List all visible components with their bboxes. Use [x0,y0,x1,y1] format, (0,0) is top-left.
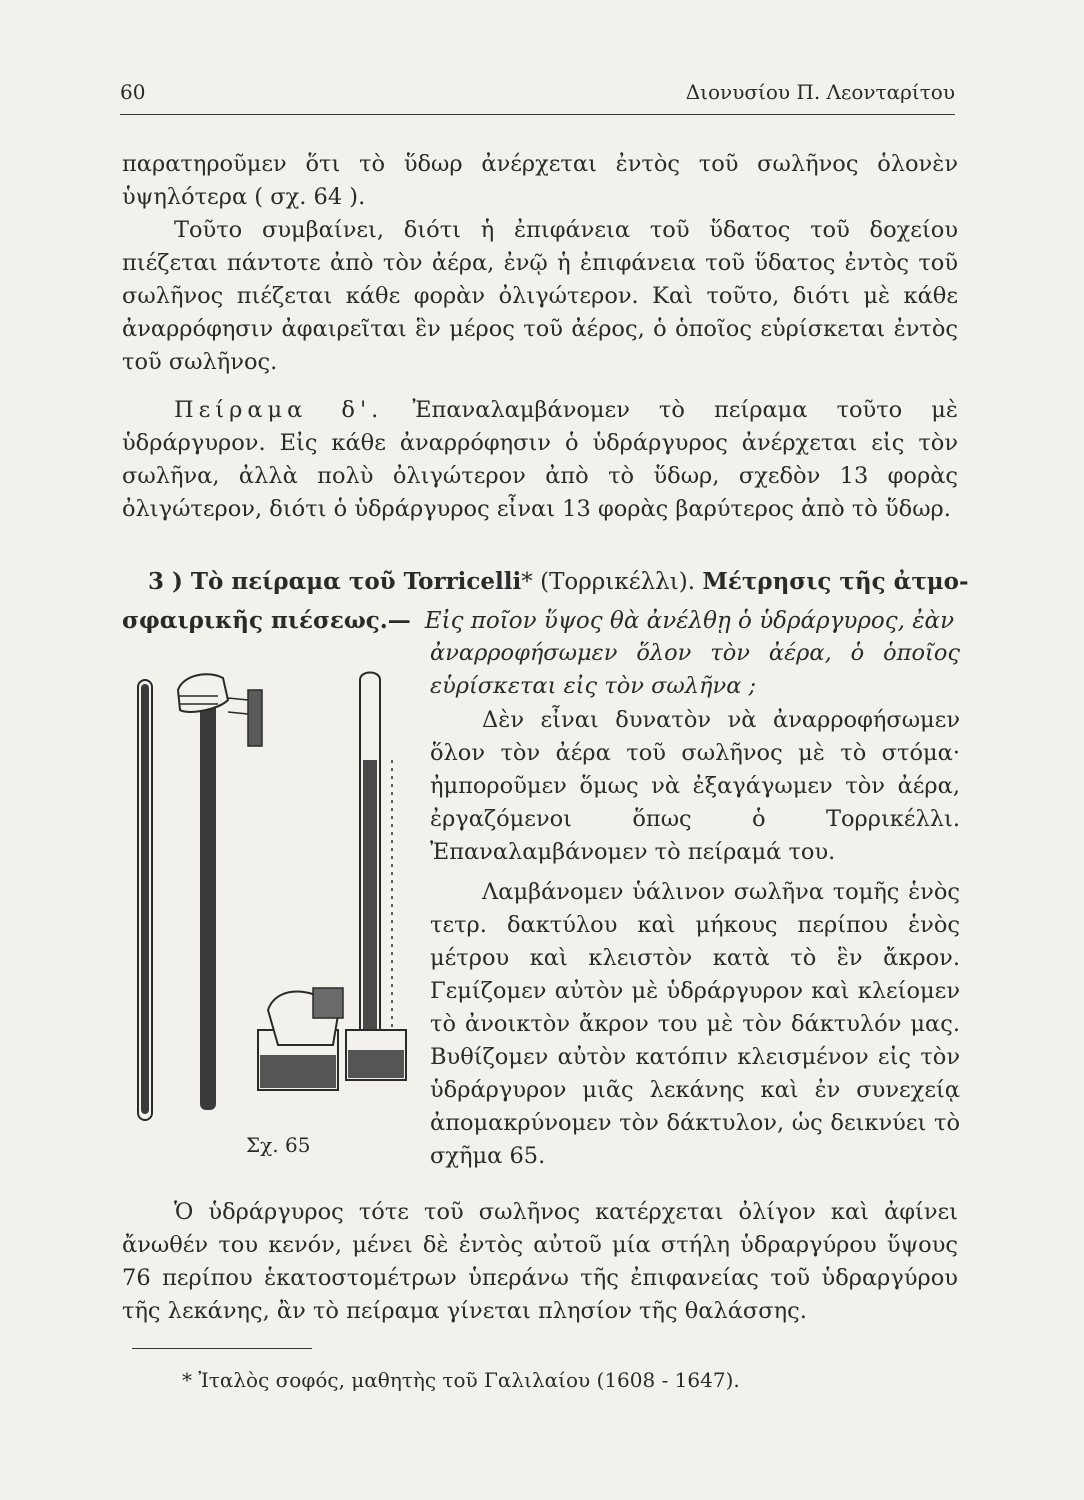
footnote: * Ἰταλὸς σοφός, μαθητὴς τοῦ Γαλιλαίου (1608 - 1647). [182,1368,740,1392]
section-title-part-a: 3 ) Τὸ πείραμα τοῦ Torricelli [148,568,522,595]
basin-left [258,988,343,1090]
section-heading [148,566,969,598]
mercury-column [363,760,377,1030]
question-rest: ἀναρροφήσωμεν ὅλον τὸν ἀέρα, ὁ ὁποῖος εὑρίσκεται εἰς τὸν σωλῆνα ; [430,640,960,699]
footnote-divider [132,1348,312,1349]
question-first-line: Εἰς ποῖον ὕψος θὰ ἀνέλθῃ ὁ ὑδράργυρος, ἐὰν [424,608,955,634]
page-header [120,80,955,115]
experiment-label: Πείραμα δ'. [174,397,384,423]
paragraph-explanation: Τοῦτο συμβαίνει, διότι ἡ ἐπιφάνεια τοῦ ὕδατος τοῦ δοχείου πιέζεται πάντοτε ἀπὸ τὸν ἀέρα, ἐνῷ ἡ ἐπιφάνεια τοῦ ὕδατος ἐντὸς τοῦ σωλῆνος πιέζεται κάθε φορὰν ὀλιγώτερον. Καὶ τοῦτο, διότι μὲ κάθε ἀναρρόφησιν ἀφαιρεῖται ἓν μέρος τοῦ ἀέρος, ὁ ὁποῖος εὑρίσκεται ἐντὸς τοῦ σωλῆνος. [122,217,958,375]
tube-left [138,680,152,1120]
figure-caption: Σχ. 65 [246,1133,311,1157]
sleeve-cuff [248,690,262,746]
answer-paragraph-2: Λαμβάνομεν ὑάλινον σωλῆνα τομῆς ἑνὸς τετρ. δακτύλου καὶ μήκους περίπου ἑνὸς μέτρου καὶ κλειστὸν κατὰ τὸ ἓν ἄκρον. Γεμίζομεν αὐτὸν μὲ ὑδράργυρον καὶ κλείομεν τὸ ἀνοικτὸν ἄκρον του μὲ τὸν δάκτυλόν μας. Βυθίζομεν αὐτὸν κατόπιν κλεισμένον εἰς τὸν ὑδράργυρον μιᾶς λεκάνης καὶ ἐν συνεχείᾳ ἀπομακρύνομεν τὸν δάκτυλον, ὡς δεικνύει τὸ σχῆμα 65. [430,879,960,1169]
section-title-part-b: (Τορρικέλλι). [532,569,703,595]
torricelli-figure [128,670,418,1130]
closing-paragraph: Ὁ ὑδράργυρος τότε τοῦ σωλῆνος κατέρχεται ὀλίγον καὶ ἀφίνει ἄνωθέν του κενόν, μένει δὲ ἐντὸς αὐτοῦ μία στήλη ὑδραργύρου ὕψους 76 περίπου ἑκατοστομέτρων ὑπεράνω τῆς ἐπιφανείας τοῦ ὑδραργύρου τῆς λεκάνης, ἂν τὸ πείραμα γίνεται πλησίον τῆς θαλάσσης. [122,1199,958,1324]
tube-right [346,673,406,1081]
sleeve-cuff-bottom [313,988,343,1018]
tube-center [178,674,262,1110]
hand-top-icon [178,674,228,712]
section-title-part-d: σφαιρικῆς πιέσεως.— [122,607,411,634]
paragraph-experiment-d [122,394,958,526]
page-number: 60 [120,80,146,104]
section-title-part-c: Μέτρησις τῆς ἀτμο- [702,568,969,595]
section-heading-line2 [122,605,954,637]
footnote-marker: * [521,569,533,595]
running-title: Διονυσίου Π. Λεονταρίτου [685,80,955,104]
answer-paragraph-1: Δὲν εἶναι δυνατὸν νὰ ἀναρροφήσωμεν ὅλον τὸν ἀέρα τοῦ σωλῆνος μὲ τὸ στόμα· ἠμποροῦμεν ὅμως νὰ ἐξαγάγωμεν τὸν ἀέρα, ἐργαζόμενοι ὅπως ὁ Τορρικέλλι. Ἐπαναλαμβάνομεν τὸ πείραμά του. [430,707,960,865]
paragraph-continuation: παρατηροῦμεν ὅτι τὸ ὕδωρ ἀνέρχεται ἐντὸς τοῦ σωλῆνος ὁλονὲν ὑψηλότερα ( σχ. 64 ). [122,151,958,210]
experiment-text: Ἐπαναλαμβάνομεν τὸ πείραμα τοῦτο μὲ ὑδράργυρον. Εἰς κάθε ἀναρρόφησιν ὁ ὑδράργυρος ἀνέρχεται εἰς τὸν σωλῆνα, ἀλλὰ πολὺ ὀλιγώτερον ἀπὸ τὸ ὕδωρ, σχεδὸν 13 φορὰς ὀλιγώτερον, διότι ὁ ὑδράργυρος εἶναι 13 φορὰς βαρύτερος ἀπὸ τὸ ὕδωρ. [122,397,958,522]
